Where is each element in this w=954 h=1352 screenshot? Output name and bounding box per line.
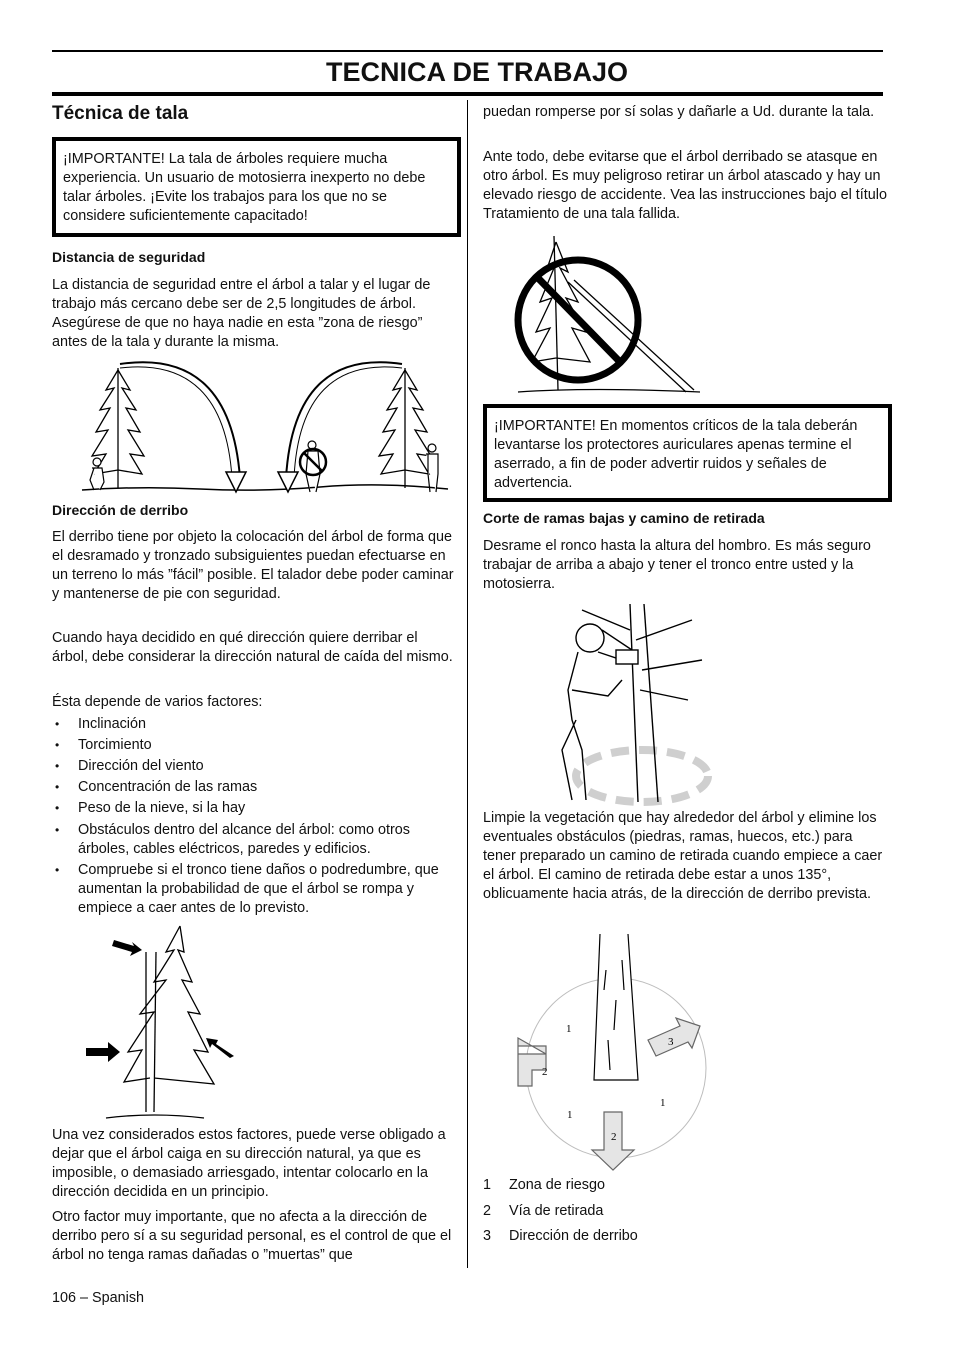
safety-text: La distancia de seguridad entre el árbol a talar y el lugar de trabajo más cercano debe ser de 2,5 longitudes de árbol. Asegúrese de que no haya nadie en esta ”zona de riesgo” antes de la tala y durante la misma.	[52, 277, 431, 350]
direction-paragraph-3: Ésta depende de varios factores:	[52, 694, 263, 710]
branches-text: Desrame el ronco hasta la altura del hombro. Es más seguro trabajar de arriba a abajo y tener el tronco entre usted y la motosierra.	[483, 538, 871, 592]
legend-item: 3 Dirección de derribo	[483, 1228, 638, 1244]
diagram-label-1a: 1	[566, 1023, 572, 1035]
column-divider	[467, 100, 468, 1268]
page-footer: 106 – Spanish	[52, 1290, 145, 1306]
legend-item: 2 Vía de retirada	[483, 1202, 604, 1219]
safety-distance-illustration	[80, 358, 450, 498]
header-rule-top	[52, 50, 883, 52]
branches-heading: Corte de ramas bajas y camino de retirada	[483, 510, 765, 526]
trunk-icon	[594, 934, 638, 1080]
diagram-legend	[483, 1177, 883, 1244]
person-left-icon	[90, 458, 104, 490]
prohibited-icon	[518, 260, 638, 380]
important-box-left: ¡IMPORTANTE! La tala de árboles requiere mucha experiencia. Un usuario de motosierra inexperto no debe talar árboles. ¡Evite los trabajos para los que no se considere suficientemente capacitado!	[52, 137, 461, 237]
limbing-illustration	[512, 600, 712, 806]
factor-item: • Peso de la nieve, si la hay	[52, 798, 452, 819]
factor-item: • Dirección del viento	[52, 756, 452, 777]
factor-item: • Compruebe si el tronco tiene daños o podredumbre, que aumentan la probabilidad de que el árbol se rompa y empiece a caer antes de lo previsto.	[52, 861, 452, 918]
tree-factors-illustration	[84, 922, 244, 1124]
escape-route-diagram	[512, 930, 712, 1174]
tree-right-icon	[379, 368, 431, 488]
diagram-label-1c: 1	[660, 1097, 666, 1109]
factor-item: • Obstáculos dentro del alcance del árbol: como otros árboles, cables eléctricos, paredes y edificios.	[52, 821, 452, 859]
arrow-right-icon	[206, 1038, 234, 1058]
safety-heading: Distancia de seguridad	[52, 249, 206, 265]
arrow-left-icon	[86, 1042, 120, 1062]
trunk-icon	[582, 604, 702, 802]
arrow-diagonal-icon	[648, 1018, 700, 1056]
diagram-label-2b: 2	[611, 1131, 617, 1143]
important-box-right: ¡IMPORTANTE! En momentos críticos de la tala deberán levantarse los protectores auriculares apenas termine el aserrado, a fin de poder advertir ruidos y señales de advertencia.	[483, 404, 892, 502]
factors-list	[52, 714, 452, 918]
clear-path-text: Limpie la vegetación que hay alrededor del árbol y elimine los eventuales obstáculos (piedras, ramas, huecos, etc.) para tener preparado un camino de retirada cuando empiece a caer el árbol. El camino de retirada debe estar a unos 135°, oblicuamente hacia atrás, de la dirección de derribo prevista.	[483, 810, 883, 902]
arrow-top-icon	[112, 940, 142, 956]
factor-item: • Concentración de las ramas	[52, 777, 452, 798]
legend-item: 1 Zona de riesgo	[483, 1177, 605, 1193]
header-rule-bottom	[52, 92, 883, 96]
diagram-label-2a: 2	[542, 1066, 548, 1078]
arrow-left-icon	[518, 1038, 546, 1086]
factor-item: • Torcimiento	[52, 735, 452, 756]
direction-paragraph-1: El derribo tiene por objeto la colocación del árbol de forma que el desramado y tronzado subsiguientes puedan efectuarse en un terreno lo más ”fácil” posible. El talador debe poder caminar y mantenerse de pie con seguridad.	[52, 529, 454, 602]
factor-item: • Inclinación	[52, 714, 452, 735]
stuck-tree-text: Ante todo, debe evitarse que el árbol derribado se atasque en otro árbol. Es muy peligroso retirar un árbol atascado y hay un elevado riesgo de accidente. Vea las instrucciones bajo el título Tratamiento de una tala fallida.	[483, 149, 887, 222]
section-title: Técnica de tala	[52, 103, 189, 124]
tree-icon	[106, 926, 214, 1118]
diagram-label-3: 3	[668, 1036, 674, 1048]
after-factors-paragraph-2: Otro factor muy importante, que no afecta a la dirección de derribo pero sí a su seguridad personal, es el control de que el árbol no tenga ramas dañadas o ”muertas” que	[52, 1209, 452, 1263]
stuck-tree-prohibited-illustration	[510, 232, 710, 396]
continued-text: puedan romperse por sí solas y dañarle a Ud. durante la tala.	[483, 104, 875, 120]
after-factors-paragraph-1: Una vez considerados estos factores, puede verse obligado a dejar que el árbol caiga en su dirección natural, ya que es imposible, o demasiado arriesgado, intentar colocarlo en la dirección decidida en un principio.	[52, 1127, 446, 1200]
page-title: TECNICA DE TRABAJO	[325, 57, 628, 87]
direction-paragraph-2: Cuando haya decidido en qué dirección quiere derribar el árbol, debe considerar la dirección natural de caída del mismo.	[52, 630, 453, 665]
diagram-label-1b: 1	[567, 1109, 573, 1121]
direction-heading: Dirección de derribo	[52, 502, 189, 518]
